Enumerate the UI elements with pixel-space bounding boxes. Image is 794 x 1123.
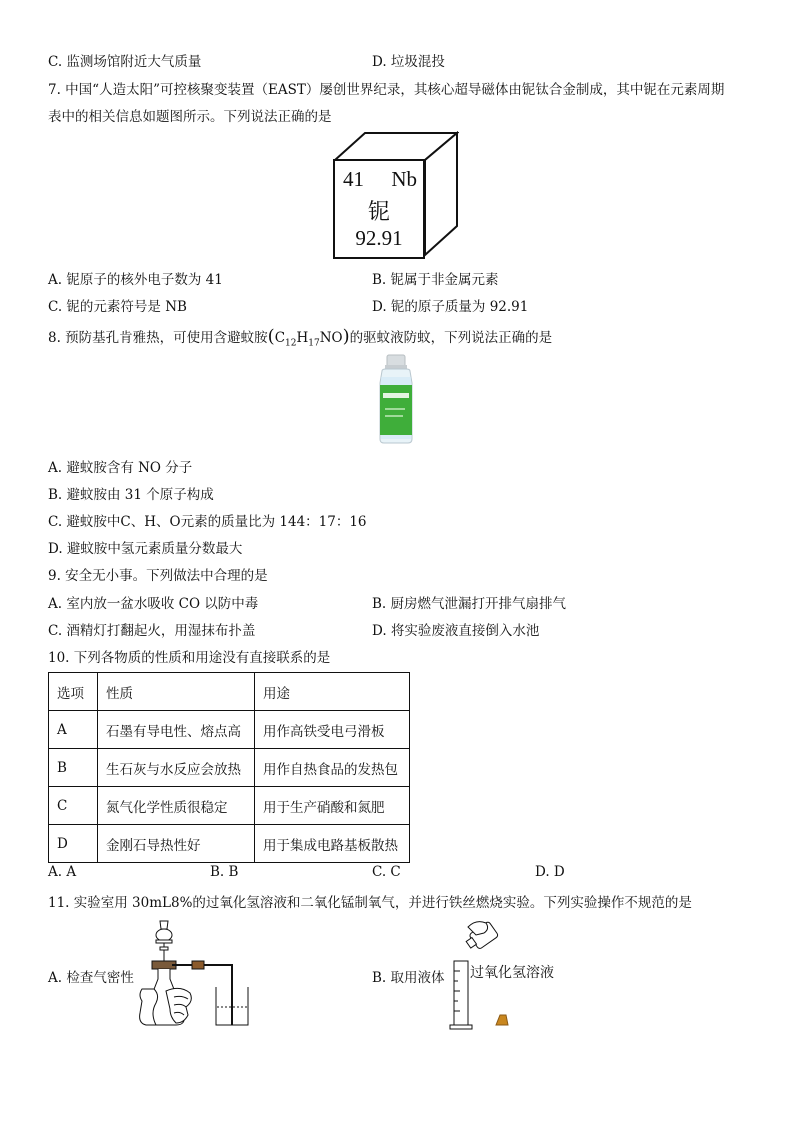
q8-stem: 8. 预防基孔肯雅热，可使用含避蚊胺$(C_{12}H_{17}NO)$的驱蚊液防蚊，下列说法正确的是 [48, 326, 553, 349]
element-card-niobium [333, 131, 459, 258]
table-cell: 用于生产硝酸和氮肥 [255, 787, 410, 825]
table-row [49, 749, 410, 787]
q11-option-a: A. 检查气密性 [48, 970, 134, 986]
q10-answer-d: D. D [535, 864, 565, 880]
table-cell: 金刚石导热性好 [98, 825, 255, 863]
q11-option-b: B. 取用液体 [372, 970, 445, 986]
table-cell: D [49, 825, 98, 863]
table-row [49, 711, 410, 749]
element-name: 铌 [367, 199, 390, 224]
q9-option-c: C. 酒精灯打翻起火，用湿抹布扑盖 [48, 623, 256, 639]
table-cell: C [49, 787, 98, 825]
table-row [49, 787, 410, 825]
q10-stem: 10. 下列各物质的性质和用途没有直接联系的是 [48, 650, 331, 666]
q9-option-d: D. 将实验废液直接倒入水池 [372, 623, 540, 639]
element-card-face [333, 159, 425, 259]
table-cell: 用作自热食品的发热包 [255, 749, 410, 787]
airtightness-check-apparatus [136, 917, 256, 1033]
q7-option-a: A. 铌原子的核外电子数为 41 [48, 272, 223, 288]
atomic-mass: 92.91 [355, 226, 403, 250]
q8-stem-pre: 8. 预防基孔肯雅热，可使用含避蚊胺 [48, 330, 268, 346]
q9-option-a: A. 室内放一盆水吸收 CO 以防中毒 [48, 596, 259, 612]
formula-c-count: 12 [285, 338, 297, 349]
q9-option-b: B. 厨房燃气泄漏打开排气扇排气 [372, 596, 567, 612]
q7-option-d: D. 铌的原子质量为 92.91 [372, 299, 529, 315]
q11-stem: 11. 实验室用 30mL8%的过氧化氢溶液和二氧化锰制氧气，并进行铁丝燃烧实验。下列实验操作不规范的是 [48, 895, 692, 911]
formula-h: H [296, 330, 309, 346]
element-symbol: Nb [391, 167, 417, 191]
table-cell: 用于集成电路基板散热 [255, 825, 410, 863]
table-cell: 用作高铁受电弓滑板 [255, 711, 410, 749]
q8-option-d: D. 避蚊胺中氢元素质量分数最大 [48, 541, 243, 557]
header-property: 性质 [98, 673, 255, 711]
table-header-row [49, 673, 410, 711]
q10-table [48, 672, 410, 863]
table-cell: B [49, 749, 98, 787]
q8-option-b: B. 避蚊胺由 31 个原子构成 [48, 487, 214, 503]
q8-stem-post: 的驱蚊液防蚊，下列说法正确的是 [349, 330, 553, 346]
table-cell: 氮气化学性质很稳定 [98, 787, 255, 825]
formula-rest: NO [319, 330, 343, 346]
header-use: 用途 [255, 673, 410, 711]
hydrogen-peroxide-label: 过氧化氢溶液 [470, 965, 554, 981]
q9-stem: 9. 安全无小事。下列做法中合理的是 [48, 568, 268, 584]
q10-answer-a: A. A [48, 864, 77, 880]
q6-option-c: C. 监测场馆附近大气质量 [48, 54, 202, 70]
repellent-bottle-image [372, 353, 420, 445]
formula-c: C [274, 330, 286, 346]
q8-option-c: C. 避蚊胺中C、H、O元素的质量比为 144：17：16 [48, 514, 367, 530]
q10-answer-c: C. C [372, 864, 401, 880]
q6-option-d: D. 垃圾混投 [372, 54, 445, 70]
table-cell: 石墨有导电性、熔点高 [98, 711, 255, 749]
q7-option-b: B. 铌属于非金属元素 [372, 272, 499, 288]
table-row [49, 825, 410, 863]
q7-stem-line1: 7. 中国“人造太阳”可控核聚变装置（EAST）屡创世界纪录，其核心超导磁体由铌钛合金制成，其中铌在元素周期 [48, 82, 725, 98]
atomic-number: 41 [343, 167, 364, 191]
table-cell: A [49, 711, 98, 749]
q8-option-a: A. 避蚊胺含有 NO 分子 [48, 460, 193, 476]
q7-option-c: C. 铌的元素符号是 NB [48, 299, 187, 315]
table-cell: 生石灰与水反应会放热 [98, 749, 255, 787]
formula-h-count: 17 [308, 338, 320, 349]
q10-answer-b: B. B [210, 864, 239, 880]
header-option: 选项 [49, 673, 98, 711]
q7-stem-line2: 表中的相关信息如题图所示。下列说法正确的是 [48, 109, 332, 125]
